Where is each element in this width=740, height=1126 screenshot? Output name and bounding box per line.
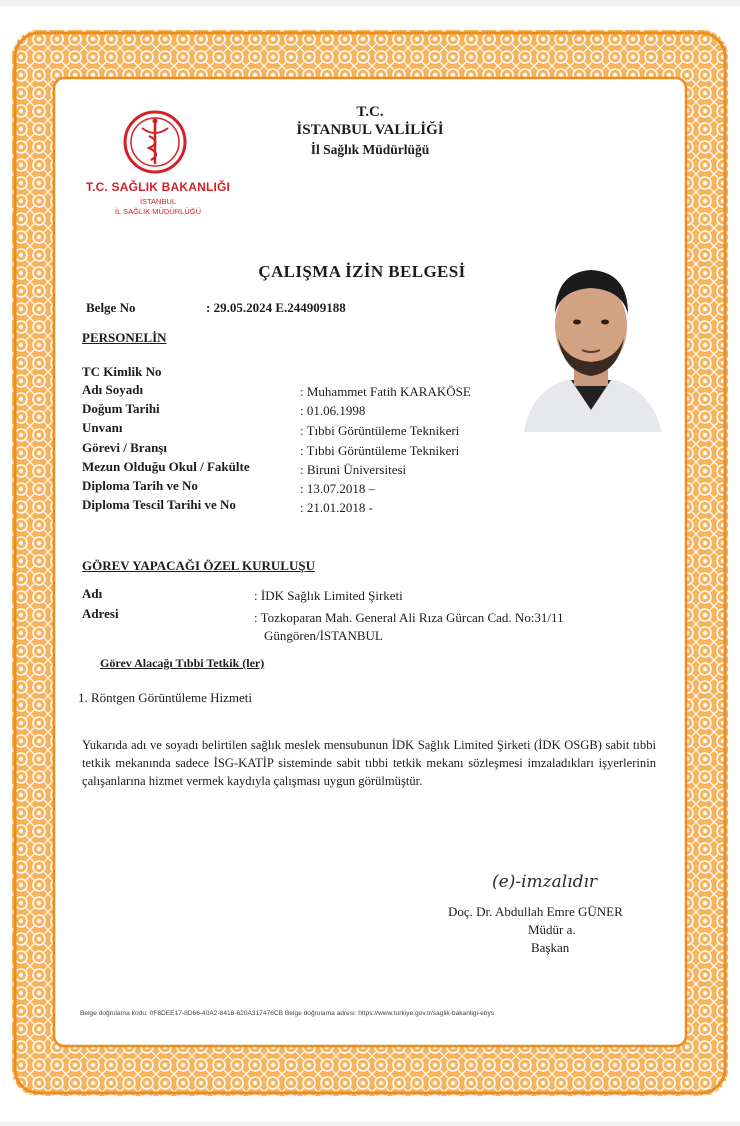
logo-subtitle-city: İSTANBUL: [139, 197, 177, 206]
branch-value: : Tıbbi Görüntüleme Teknikeri: [300, 443, 460, 458]
school-label: Mezun Olduğu Okul / Fakülte: [82, 459, 250, 474]
personnel-photo: [516, 242, 666, 440]
institution-address-line2: Güngören/İSTANBUL: [264, 628, 383, 643]
logo-subtitle-directorate: İL SAĞLIK MÜDÜRLÜĞÜ: [115, 207, 201, 216]
school-value: : Biruni Üniversitesi: [300, 462, 407, 477]
name-label: Adı Soyadı: [82, 382, 144, 397]
ministry-logo: [120, 108, 190, 180]
tc-kimlik-label: TC Kimlik No: [82, 364, 162, 379]
duties-heading: Görev Alacağı Tıbbi Tetkik (ler): [100, 656, 265, 670]
institution-name-label: Adı: [82, 586, 103, 601]
title-value: : Tıbbi Görüntüleme Teknikeri: [300, 423, 460, 438]
institution-name-value: : İDK Sağlık Limited Şirketi: [254, 588, 403, 603]
name-value: : Muhammet Fatih KARAKÖSE: [300, 384, 471, 399]
diploma-registry-value: : 21.01.2018 -: [300, 500, 373, 515]
duty-item: 1. Röntgen Görüntüleme Hizmeti: [78, 690, 253, 705]
institution-address-line1: : Tozkoparan Mah. General Ali Rıza Gürcan Cad. No:31/11: [254, 610, 564, 625]
signer-title: Müdür a.: [528, 922, 576, 937]
header-directorate: İl Sağlık Müdürlüğü: [310, 142, 430, 157]
diploma-label: Diploma Tarih ve No: [82, 478, 198, 493]
personnel-heading: PERSONELİN: [82, 330, 167, 345]
verification-footer: Belge doğrulama kodu: 0F8DEE17-8D66-40A2-8418-620A317476CB Belge doğrulama adresi: https://www.turkiye.gov.tr/saglik-bakanligi-ebys: [80, 1010, 495, 1017]
birth-date-value: : 01.06.1998: [300, 403, 366, 418]
document-title: ÇALIŞMA İZİN BELGESİ: [258, 262, 466, 281]
institution-heading: GÖREV YAPACAĞI ÖZEL KURULUŞU: [82, 558, 315, 573]
signer-role: Başkan: [531, 940, 570, 955]
diploma-value: : 13.07.2018 –: [300, 481, 376, 496]
diploma-registry-label: Diploma Tescil Tarihi ve No: [82, 497, 236, 512]
e-signature-mark: (e)-imzalıdır: [492, 872, 598, 892]
institution-address-label: Adresi: [82, 606, 119, 621]
belge-no-value: : 29.05.2024 E.244909188: [206, 300, 346, 315]
signer-name: Doç. Dr. Abdullah Emre GÜNER: [448, 904, 623, 919]
title-label: Unvanı: [82, 420, 123, 435]
header-governorship: İSTANBUL VALİLİĞİ: [296, 122, 444, 138]
birth-date-label: Doğum Tarihi: [82, 401, 160, 416]
body-paragraph: Yukarıda adı ve soyadı belirtilen sağlık meslek mensubunun İDK Sağlık Limited Şirketi (İDK OSGB) sabit tıbbi tetkik mekanında sadece İSG-KATİP sisteminde sabit tıbbi tetkik mekanı sözleşmesi imzaladıkları işyerlerinin çalışanlarına hizmet vermek kaydıyla çalışması uygun görülmüştür.: [82, 738, 656, 788]
logo-title: T.C. SAĞLIK BAKANLIĞI: [85, 180, 231, 194]
header-tc: T.C.: [356, 104, 384, 120]
branch-label: Görevi / Branşı: [82, 440, 167, 455]
caduceus-icon: [120, 108, 190, 180]
belge-no-label: Belge No: [86, 300, 136, 315]
